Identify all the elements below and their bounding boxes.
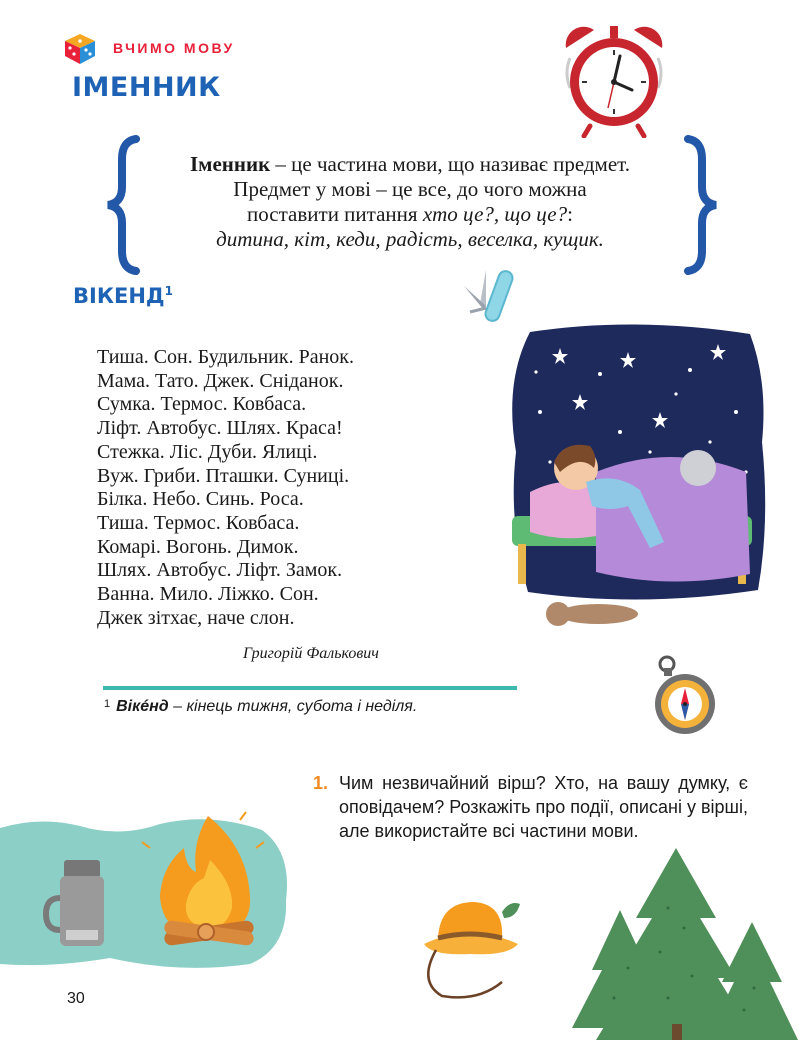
sleeping-boy-illustration bbox=[500, 322, 770, 640]
pocket-knife-icon bbox=[456, 264, 522, 326]
fir-tree-icon bbox=[568, 848, 800, 1040]
poem-line: Білка. Небо. Синь. Роса. bbox=[97, 488, 304, 511]
poem-line: Ванна. Мило. Ліжко. Сон. bbox=[97, 583, 319, 606]
definition-term: Іменник bbox=[189, 152, 271, 176]
footnote-divider bbox=[103, 686, 517, 690]
poem-line: Вуж. Гриби. Пташки. Суниці. bbox=[97, 464, 350, 487]
definition-line-3-end: : bbox=[567, 202, 573, 226]
poem-author: Григорій Фалькович bbox=[243, 645, 379, 662]
poem-title bbox=[73, 284, 173, 308]
task-text: Чим незвичайний вірш? Хто, на вашу думку, є оповідачем? Розкажіть про події, описані у вірші, але використайте всі частини мови. bbox=[339, 773, 748, 841]
page-number: 30 bbox=[67, 990, 85, 1007]
compass-icon bbox=[652, 654, 718, 736]
poem-title-text: ВІКЕНД bbox=[73, 284, 165, 308]
poem-line: Сумка. Термос. Ковбаса. bbox=[97, 393, 307, 416]
page-title: ІМЕННИК bbox=[72, 72, 221, 103]
dice-icon bbox=[62, 32, 98, 66]
footnote-marker: 1 bbox=[164, 284, 173, 298]
poem-line: Комарі. Вогонь. Димок. bbox=[97, 535, 299, 558]
definition-examples: дитина, кіт, кеди, радість, веселка, кущик. bbox=[216, 227, 604, 251]
hat-icon bbox=[418, 892, 524, 1004]
poem-line: Тиша. Сон. Будильник. Ранок. bbox=[97, 346, 354, 368]
definition-line-2: Предмет у мові – це все, до чого можна bbox=[233, 177, 587, 201]
poem-line: Джек зітхає, наче слон. bbox=[97, 606, 295, 629]
footnote-text: – кінець тижня, субота і неділя. bbox=[168, 698, 418, 715]
poem-line: Шлях. Автобус. Ліфт. Замок. bbox=[97, 559, 343, 582]
task-number: 1. bbox=[313, 773, 329, 793]
noun-definition bbox=[128, 152, 692, 252]
footnote-number: 1 bbox=[104, 698, 111, 710]
poem-body bbox=[97, 346, 354, 630]
poem-line: Стежка. Ліс. Дуби. Ялиці. bbox=[97, 440, 318, 463]
camp-illustration bbox=[0, 808, 296, 972]
section-label: ВЧИМО МОВУ bbox=[113, 40, 235, 56]
definition-line-3: поставити питання bbox=[247, 202, 423, 226]
footnote bbox=[104, 698, 417, 716]
question-words: хто це?, що це? bbox=[422, 202, 568, 226]
poem-line: Тиша. Термос. Ковбаса. bbox=[97, 511, 300, 534]
task-1 bbox=[313, 771, 748, 843]
alarm-clock-icon bbox=[560, 18, 668, 138]
poem-line: Мама. Тато. Джек. Сніданок. bbox=[97, 369, 344, 392]
definition-text: – це частина мови, що називає предмет. bbox=[270, 152, 631, 176]
poem-line: Ліфт. Автобус. Шлях. Краса! bbox=[97, 417, 343, 440]
footnote-term: Вікéнд bbox=[116, 698, 169, 715]
